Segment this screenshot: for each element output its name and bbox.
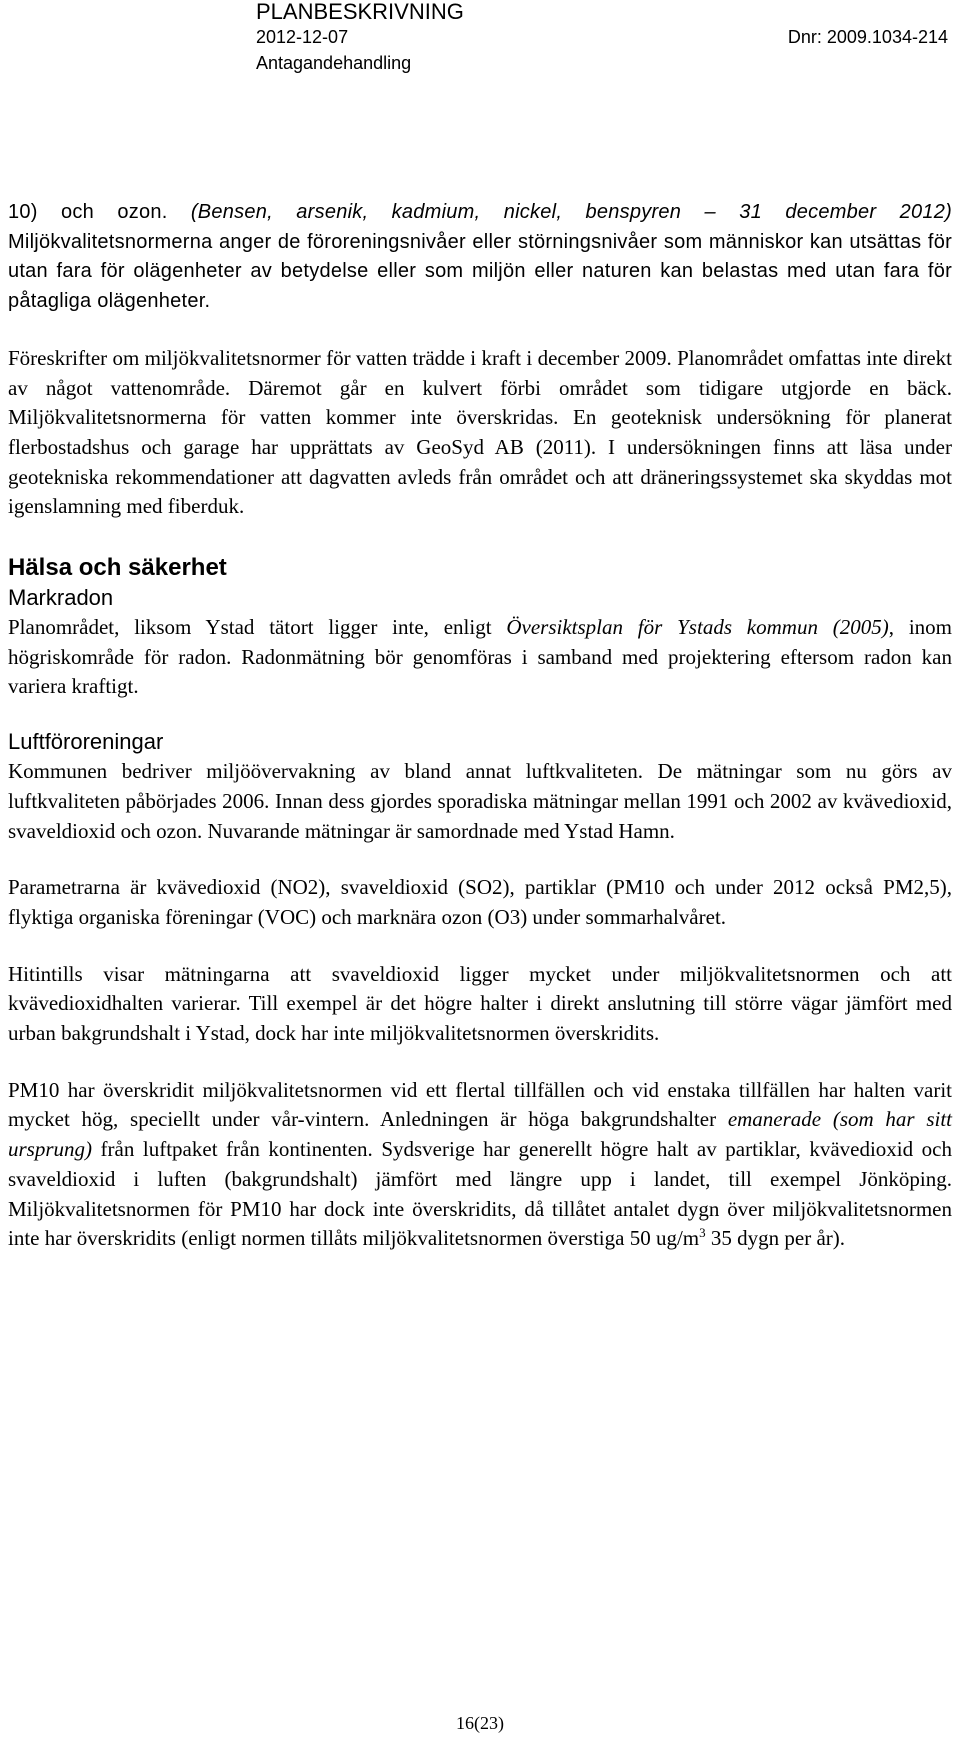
heading-luftfororeningar: Luftföroreningar (8, 729, 164, 755)
paragraph-radon (8, 613, 952, 702)
paragraph-text: 35 dygn per år). (705, 1226, 845, 1251)
paragraph-text: Miljökvalitetsnormerna anger de föroreningsnivåer eller störningsnivåer som människor kan utsättas för utan fara för olägenheter av betydelse eller som miljön eller naturen kan belastas med utan fara för påtagliga olägenheter. (8, 230, 952, 313)
paragraph-miljokvalitetsnormer (8, 198, 952, 317)
document-status: Antagandehandling (256, 53, 412, 73)
document-page (8, 0, 952, 1750)
heading-markradon: Markradon (8, 585, 114, 611)
paragraph-text: , inom högriskområde för radon. Radonmätning bör genomföras i samband med projektering eftersom radon kan variera kraftigt. (8, 615, 952, 699)
document-dnr: Dnr: 2009.1034-214 (787, 27, 948, 47)
paragraph-vatten: Föreskrifter om miljökvalitetsnormer för vatten trädde i kraft i december 2009. Planområdet omfattas inte direkt av något vattenområde. Däremot går en kulvert förbi området som tidigare utgjorde en bäck. Miljökvalitetsnormerna för vatten kommer inte överskridas. En geoteknisk undersökning för planerat flerbostadshus och garage har upprättats av GeoSyd AB (2011). I undersökningen finns att läsa under geotekniska rekommendationer att dagvatten avleds från området och att dräneringssystemet ska skyddas mot igenslamning med fiberduk. (8, 345, 952, 519)
page-number: 16(23) (456, 1713, 504, 1733)
paragraph-pm10 (8, 1076, 952, 1254)
header-row-status (256, 52, 952, 74)
paragraph-text: 10) och ozon. (8, 201, 191, 223)
paragraph-miljoovervakning: Kommunen bedriver miljöövervakning av bland annat luftkvaliteten. De mätningar som nu görs av luftkvaliteten påbörjades 2006. Innan dess gjordes sporadiska mätningar mellan 1991 och 2002 av kvävedioxid, svaveldioxid och ozon. Nuvarande mätningar är samordnade med Ystad Hamn. (8, 759, 952, 843)
paragraph-parametrar: Parametrarna är kvävedioxid (NO2), svaveldioxid (SO2), partiklar (PM10 och under 2012 också PM2,5), flyktiga organiska föreningar (VOC) och marknära ozon (O3) under sommarhalvåret. (8, 875, 952, 929)
document-title: PLANBESKRIVNING (256, 0, 464, 24)
heading-halsa-och-sakerhet: Hälsa och säkerhet (8, 554, 227, 582)
header-row-date (256, 26, 952, 48)
paragraph-text: från luftpaket från kontinenten. Sydsverige har generellt högre halt av partiklar, kvävedioxid och svaveldioxid i luften (bakgrundshalt) jämfört med längre upp i landet, till exempel Jönköping. Miljökvalitetsnormen för PM10 har dock inte överskridits, då tillåtet antalet dygn över miljökvalitetsnormen inte har överskridits (enligt normen tillåts miljökvalitetsnormen överstiga 50 ug/m (8, 1137, 952, 1251)
document-date: 2012-12-07 (256, 27, 349, 47)
paragraph-italic: Översiktsplan för Ystads kommun (2005) (506, 615, 889, 640)
paragraph-text: PM10 har överskridit miljökvalitetsnormen vid ett flertal tillfällen och vid enstaka tillfällen har halten varit mycket hög, speciellt under vår-vintern. Anledningen är höga bakgrundshalter (8, 1077, 952, 1132)
paragraph-italic: (Bensen, arsenik, kadmium, nickel, benspyren – 31 december 2012) (190, 201, 953, 223)
superscript: 3 (699, 1225, 706, 1241)
document-body (8, 198, 952, 1254)
paragraph-text: Planområdet, liksom Ystad tätort ligger inte, enligt (8, 615, 507, 640)
paragraph-italic: emanerade (som har sitt ursprung) (8, 1107, 952, 1162)
paragraph-matningar: Hitintills visar mätningarna att svaveldioxid ligger mycket under miljökvalitetsnormen och att kvävedioxidhalten varierar. Till exempel är det högre halter i direkt anslutning till större vägar jämfört med urban bakgrundshalt i Ystad, dock har inte miljökvalitetsnormen överskridits. (8, 961, 952, 1046)
